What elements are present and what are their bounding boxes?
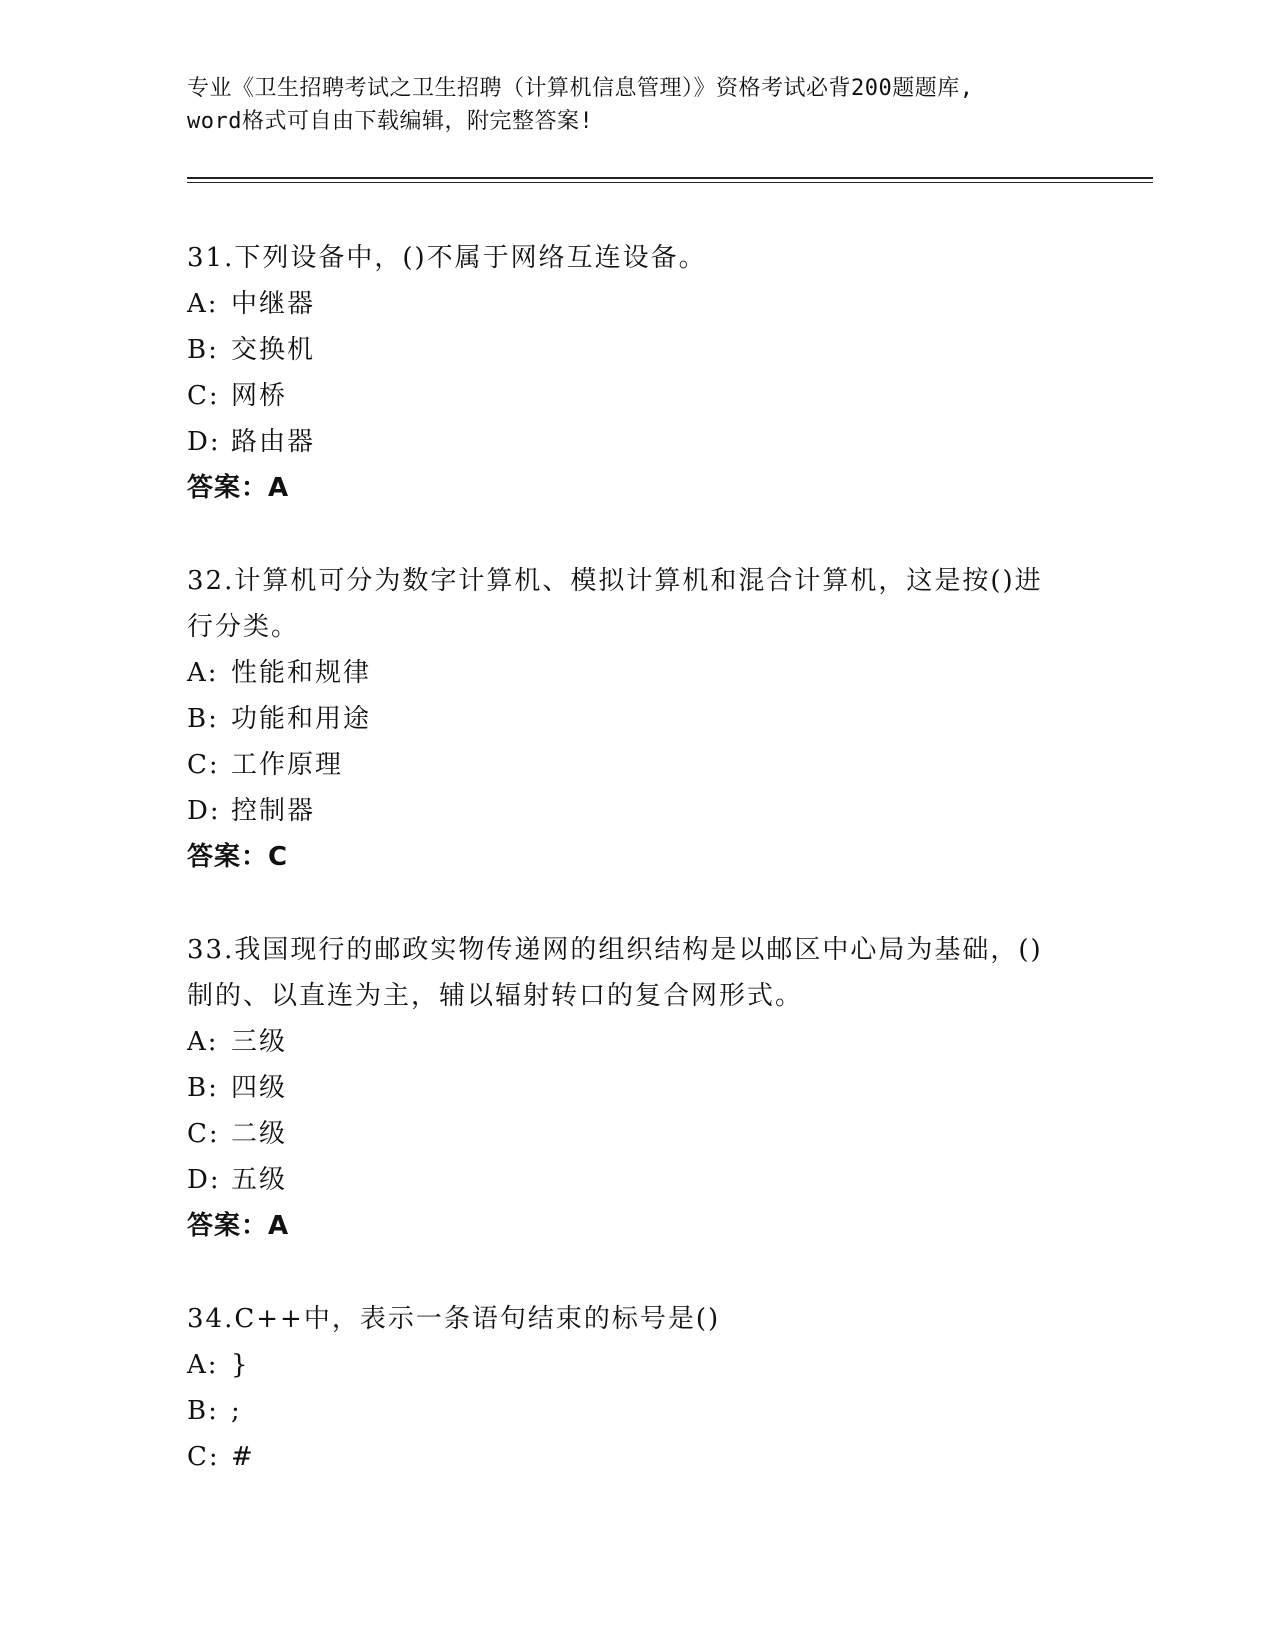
option-text: 交换机 (231, 335, 316, 365)
document-header (187, 72, 1087, 138)
question-32 (187, 558, 1087, 880)
option-a (187, 281, 1087, 327)
question-31 (187, 235, 1087, 511)
header-divider-bottom (187, 182, 1153, 183)
option-letter: A: (187, 289, 219, 319)
option-text: 性能和规律 (231, 658, 372, 688)
option-c (187, 373, 1087, 419)
option-a (187, 650, 1087, 696)
option-b (187, 1388, 1087, 1434)
option-a (187, 1342, 1087, 1388)
option-letter: A: (187, 1027, 219, 1057)
option-text: 中继器 (231, 289, 316, 319)
option-letter: C: (187, 1119, 220, 1149)
option-letter: A: (187, 1350, 219, 1380)
header-line-2: word格式可自由下载编辑，附完整答案! (187, 109, 594, 134)
option-letter: A: (187, 658, 219, 688)
option-letter: D: (187, 1165, 221, 1195)
option-b (187, 327, 1087, 373)
option-a (187, 1019, 1087, 1065)
option-letter: B: (187, 1396, 219, 1426)
option-letter: C: (187, 750, 220, 780)
option-text: 二级 (231, 1119, 288, 1149)
option-text: 四级 (231, 1073, 288, 1103)
option-c (187, 742, 1087, 788)
option-text: # (231, 1442, 255, 1472)
option-b (187, 1065, 1087, 1111)
option-b (187, 696, 1087, 742)
option-text: ; (231, 1396, 242, 1426)
option-letter: B: (187, 1073, 219, 1103)
option-c (187, 1111, 1087, 1157)
question-list (187, 235, 1087, 1527)
question-34 (187, 1296, 1087, 1480)
option-d (187, 419, 1087, 465)
option-letter: D: (187, 796, 221, 826)
option-d (187, 788, 1087, 834)
option-d (187, 1157, 1087, 1203)
option-c (187, 1434, 1087, 1480)
option-text: 三级 (231, 1027, 288, 1057)
option-text: 五级 (231, 1165, 288, 1195)
option-text: 网桥 (231, 381, 288, 411)
question-stem: 31.下列设备中，()不属于网络互连设备。 (187, 243, 707, 273)
option-text: 控制器 (231, 796, 316, 826)
option-letter: C: (187, 381, 220, 411)
option-letter: B: (187, 704, 219, 734)
question-33 (187, 927, 1087, 1249)
answer-line: 答案：A (187, 1211, 290, 1241)
option-text: 工作原理 (231, 750, 344, 780)
option-text: 功能和用途 (231, 704, 372, 734)
answer-line: 答案：C (187, 842, 289, 872)
question-stem: 32.计算机可分为数字计算机、模拟计算机和混合计算机，这是按()进 行分类。 (187, 566, 1043, 642)
header-divider-top (187, 177, 1153, 179)
question-stem: 34.C++中，表示一条语句结束的标号是() (187, 1304, 721, 1334)
answer-line: 答案：A (187, 473, 290, 503)
option-letter: C: (187, 1442, 220, 1472)
option-text: } (231, 1350, 250, 1380)
option-letter: B: (187, 335, 219, 365)
header-line-1: 专业《卫生招聘考试之卫生招聘（计算机信息管理）》资格考试必背200题题库, (187, 76, 974, 101)
question-stem: 33.我国现行的邮政实物传递网的组织结构是以邮区中心局为基础，() 制的、以直连为主，辅以辐射转口的复合网形式。 (187, 935, 1043, 1011)
option-letter: D: (187, 427, 221, 457)
option-text: 路由器 (231, 427, 316, 457)
